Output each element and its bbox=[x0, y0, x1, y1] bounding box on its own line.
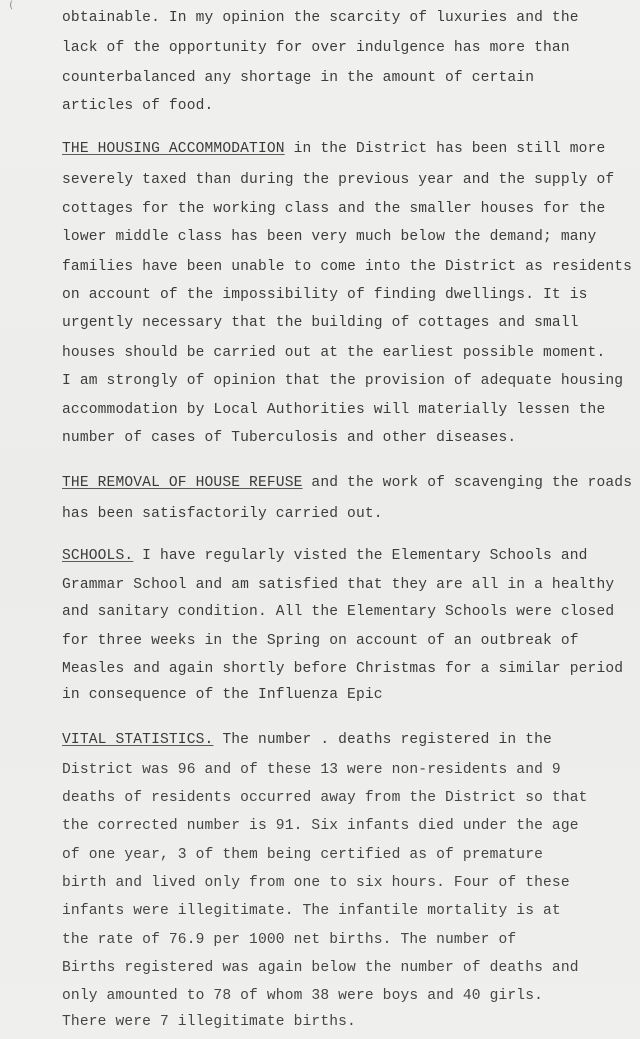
text-fragment: I have regularly visted the Elementary Schools and bbox=[133, 548, 588, 564]
text-line: obtainable. In my opinion the scarcity of luxuries and the bbox=[62, 10, 579, 26]
text-line: accommodation by Local Authorities will materially lessen the bbox=[62, 402, 606, 418]
text-line: number of cases of Tuberculosis and other diseases. bbox=[62, 430, 517, 446]
text-line: the rate of 76.9 per 1000 net births. The number of bbox=[62, 932, 517, 948]
text-line: infants were illegitimate. The infantile mortality is at bbox=[62, 903, 561, 919]
text-line: deaths of residents occurred away from the District so that bbox=[62, 790, 588, 806]
text-line: lack of the opportunity for over indulgence has more than bbox=[62, 40, 570, 56]
text-line: counterbalanced any shortage in the amount of certain bbox=[62, 70, 535, 86]
text-line: severely taxed than during the previous year and the supply of bbox=[62, 172, 615, 188]
text-line: birth and lived only from one to six hours. Four of these bbox=[62, 875, 570, 891]
section-heading-refuse: THE REMOVAL OF HOUSE REFUSE bbox=[62, 475, 303, 491]
text-line bbox=[62, 140, 605, 158]
text-fragment: The number . deaths registered in the bbox=[213, 732, 552, 748]
text-line: articles of food. bbox=[62, 98, 214, 114]
text-line: lower middle class has been very much below the demand; many bbox=[62, 229, 597, 245]
text-line bbox=[62, 731, 552, 749]
text-line: on account of the impossibility of finding dwellings. It is bbox=[62, 287, 588, 303]
section-heading-schools: SCHOOLS. bbox=[62, 548, 134, 564]
text-fragment: and the work of scavenging the roads bbox=[302, 475, 633, 491]
section-heading-vital-statistics: VITAL STATISTICS. bbox=[62, 732, 214, 748]
text-line: District was 96 and of these 13 were non-residents and 9 bbox=[62, 762, 561, 778]
text-line: Measles and again shortly before Christmas for a similar period bbox=[62, 661, 624, 677]
page-edge-mark: ( bbox=[8, 0, 15, 11]
text-line: families have been unable to come into the District as residents bbox=[62, 259, 633, 275]
text-line: I am strongly of opinion that the provision of adequate housing bbox=[62, 373, 624, 389]
text-line: and sanitary condition. All the Elementary Schools were closed bbox=[62, 604, 615, 620]
text-line bbox=[62, 547, 588, 565]
text-line: Grammar School and am satisfied that they are all in a healthy bbox=[62, 577, 615, 593]
text-line: the corrected number is 91. Six infants died under the age bbox=[62, 818, 579, 834]
text-line: cottages for the working class and the smaller houses for the bbox=[62, 201, 606, 217]
text-line: houses should be carried out at the earliest possible moment. bbox=[62, 345, 606, 361]
text-line: urgently necessary that the building of cottages and small bbox=[62, 315, 579, 331]
text-line: for three weeks in the Spring on account of an outbreak of bbox=[62, 633, 579, 649]
text-line bbox=[62, 474, 632, 492]
text-line: There were 7 illegitimate births. bbox=[62, 1014, 356, 1030]
text-line: has been satisfactorily carried out. bbox=[62, 506, 383, 522]
text-fragment: in the District has been still more bbox=[284, 141, 606, 157]
text-line: in consequence of the Influenza Epic bbox=[62, 687, 383, 703]
text-line: only amounted to 78 of whom 38 were boys and 40 girls. bbox=[62, 988, 544, 1004]
text-line: Births registered was again below the number of deaths and bbox=[62, 960, 579, 976]
section-heading-housing: THE HOUSING ACCOMMODATION bbox=[62, 141, 285, 157]
text-line: of one year, 3 of them being certified as of premature bbox=[62, 847, 544, 863]
